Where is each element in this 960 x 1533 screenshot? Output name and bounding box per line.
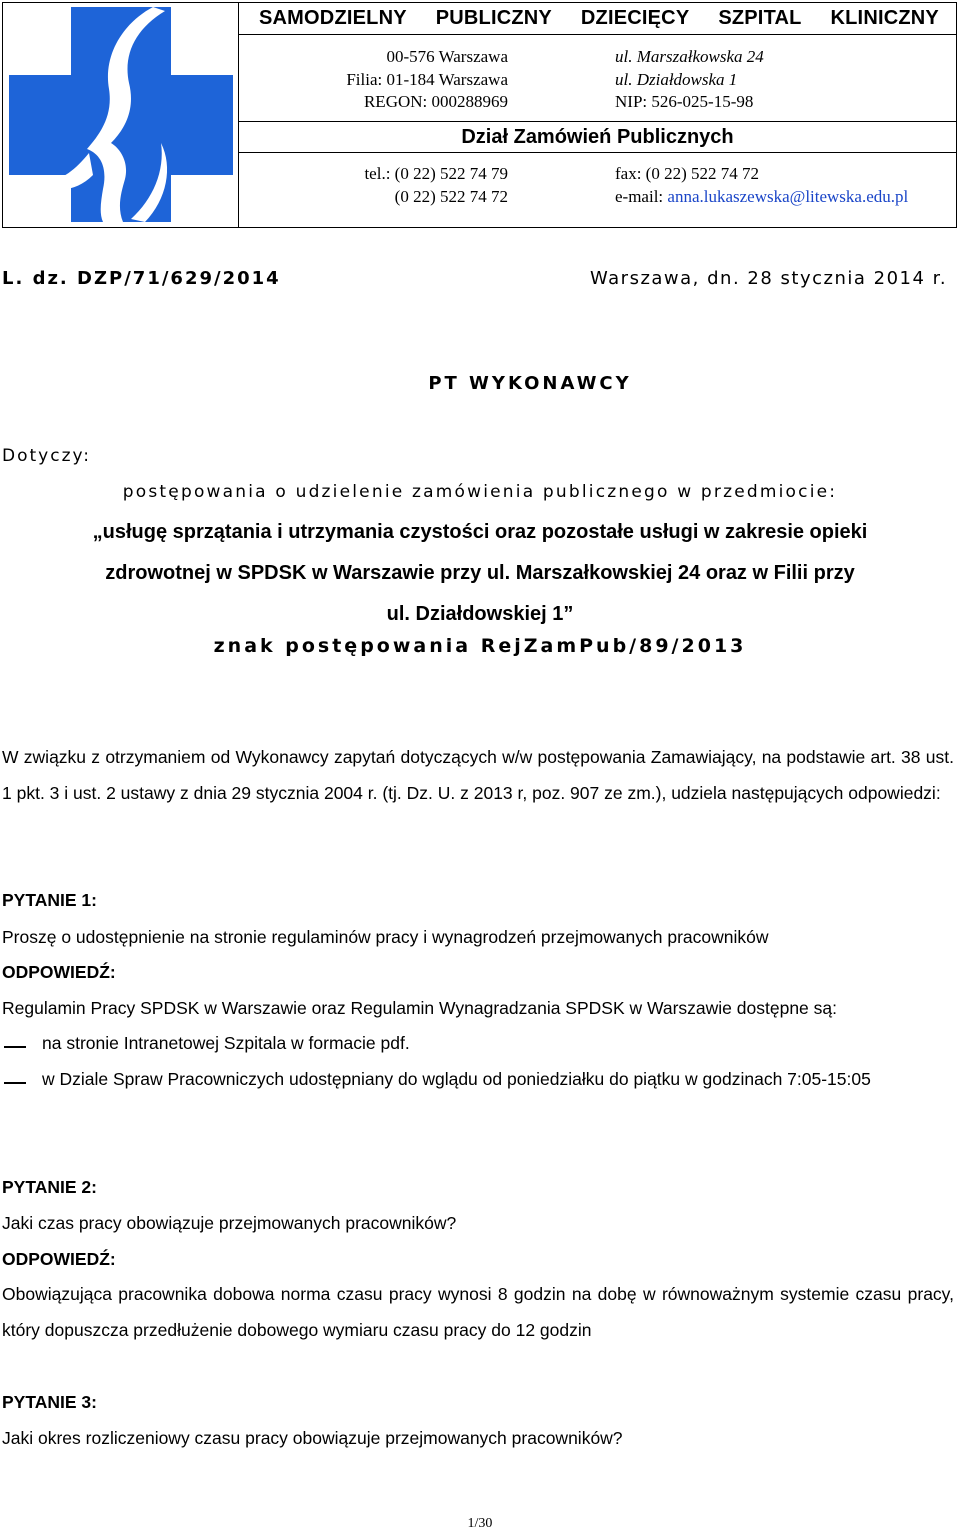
question-2-text: Jaki czas pracy obowiązuje przejmowanych pracowników? <box>2 1213 457 1233</box>
proceedings-line: postępowania o udzielenie zamówienia publicznego w przedmiocie: <box>122 482 838 502</box>
address-left <box>346 46 508 114</box>
document-date: Warszawa, dn. 28 stycznia 2014 r. <box>590 268 948 289</box>
phone-numbers <box>364 163 508 208</box>
question-3-text: Jaki okres rozliczeniowy czasu pracy obowiązuje przejmowanych pracowników? <box>2 1428 623 1448</box>
subject-line: „usługę sprzątania i utrzymania czystości oraz pozostałe usługi w zakresie opieki <box>92 521 868 543</box>
letterhead <box>2 2 957 228</box>
intro-paragraph: W związku z otrzymaniem od Wykonawcy zapytań dotyczących w/w postępowania Zamawiający, na podstawie art. 38 ust. 1 pkt. 3 i ust. 2 ustawy z dnia 29 stycznia 2004 r. (tj. Dz. U. z 2013 r, poz. 907 ze zm.), udziela następujących odpowiedzi: <box>2 747 954 803</box>
branch-address: Filia: 01-184 Warszawa <box>346 69 508 89</box>
nip-number: NIP: 526-025-15-98 <box>615 92 754 111</box>
question-2-label: PYTANIE 2: <box>2 1177 97 1197</box>
case-number: znak postępowania RejZamPub/89/2013 <box>213 635 747 657</box>
subject-line: ul. Działdowskiej 1” <box>386 603 574 625</box>
hospital-cross-logo-icon <box>3 3 237 226</box>
subject-line: zdrowotnej w SPDSK w Warszawie przy ul. Marszałkowskiej 24 oraz w Filii przy <box>105 562 855 584</box>
answer-1-label: ODPOWIEDŹ: <box>2 962 116 982</box>
bullet-text: na stronie Intranetowej Szpitala w formacie pdf. <box>42 1033 410 1053</box>
email-line <box>615 186 908 209</box>
answer-2-text: Obowiązująca pracownika dobowa norma czasu pracy wynosi 8 godzin na dobę w równoważnym systemie czasu pracy, który dopuszcza przedłużenie dobowego wymiaru czasu pracy do 12 godzin <box>2 1284 954 1340</box>
fax-email <box>615 163 908 208</box>
phone-line: (0 22) 522 74 72 <box>394 186 508 206</box>
street-main: ul. Marszałkowska 24 <box>615 47 764 66</box>
hospital-name-word: SZPITAL <box>718 7 802 29</box>
page-number: 1/30 <box>467 1516 493 1531</box>
email-link[interactable]: anna.lukaszewska@litewska.edu.pl <box>667 186 909 206</box>
hospital-logo <box>3 3 239 227</box>
subject <box>30 512 930 635</box>
department-label: Dział Zamówień Publicznych <box>461 125 734 148</box>
bullet-text: w Dziale Spraw Pracowniczych udostępniany do wglądu od poniedziałku do piątku w godzinach 7:05-15:05 <box>42 1069 871 1089</box>
question-1-text: Proszę o udostępnienie na stronie regulaminów pracy i wynagrodzeń przejmowanych pracowników <box>2 927 769 947</box>
question-1-label: PYTANIE 1: <box>2 890 97 910</box>
hospital-name-word: PUBLICZNY <box>435 7 552 29</box>
regon-number: REGON: 000288969 <box>363 92 508 111</box>
phone-line: tel.: (0 22) 522 74 79 <box>364 164 508 183</box>
answer-1-text: Regulamin Pracy SPDSK w Warszawie oraz Regulamin Wynagradzania SPDSK w Warszawie dostępne są: <box>2 998 837 1018</box>
addressee: PT WYKONAWCY <box>428 373 632 394</box>
department-name <box>239 121 956 153</box>
fax-number: fax: (0 22) 522 74 72 <box>615 164 760 183</box>
email-label: e-mail: <box>615 186 668 206</box>
hospital-name-word: KLINICZNY <box>830 7 939 29</box>
address-right <box>615 46 764 114</box>
hospital-name-word: DZIECIĘCY <box>580 7 690 29</box>
postal-address: 00-576 Warszawa <box>386 47 508 66</box>
hospital-name <box>239 3 956 35</box>
answer-2-label: ODPOWIEDŹ: <box>2 1249 116 1269</box>
reference-number: L. dz. DZP/71/629/2014 <box>2 268 281 289</box>
regarding-label: Dotyczy: <box>2 446 92 466</box>
dash-bullet-icon <box>4 1046 26 1048</box>
hospital-name-word: SAMODZIELNY <box>259 7 407 29</box>
dash-bullet-icon <box>4 1082 26 1084</box>
street-branch: ul. Działdowska 1 <box>615 69 738 89</box>
question-3-label: PYTANIE 3: <box>2 1392 97 1412</box>
